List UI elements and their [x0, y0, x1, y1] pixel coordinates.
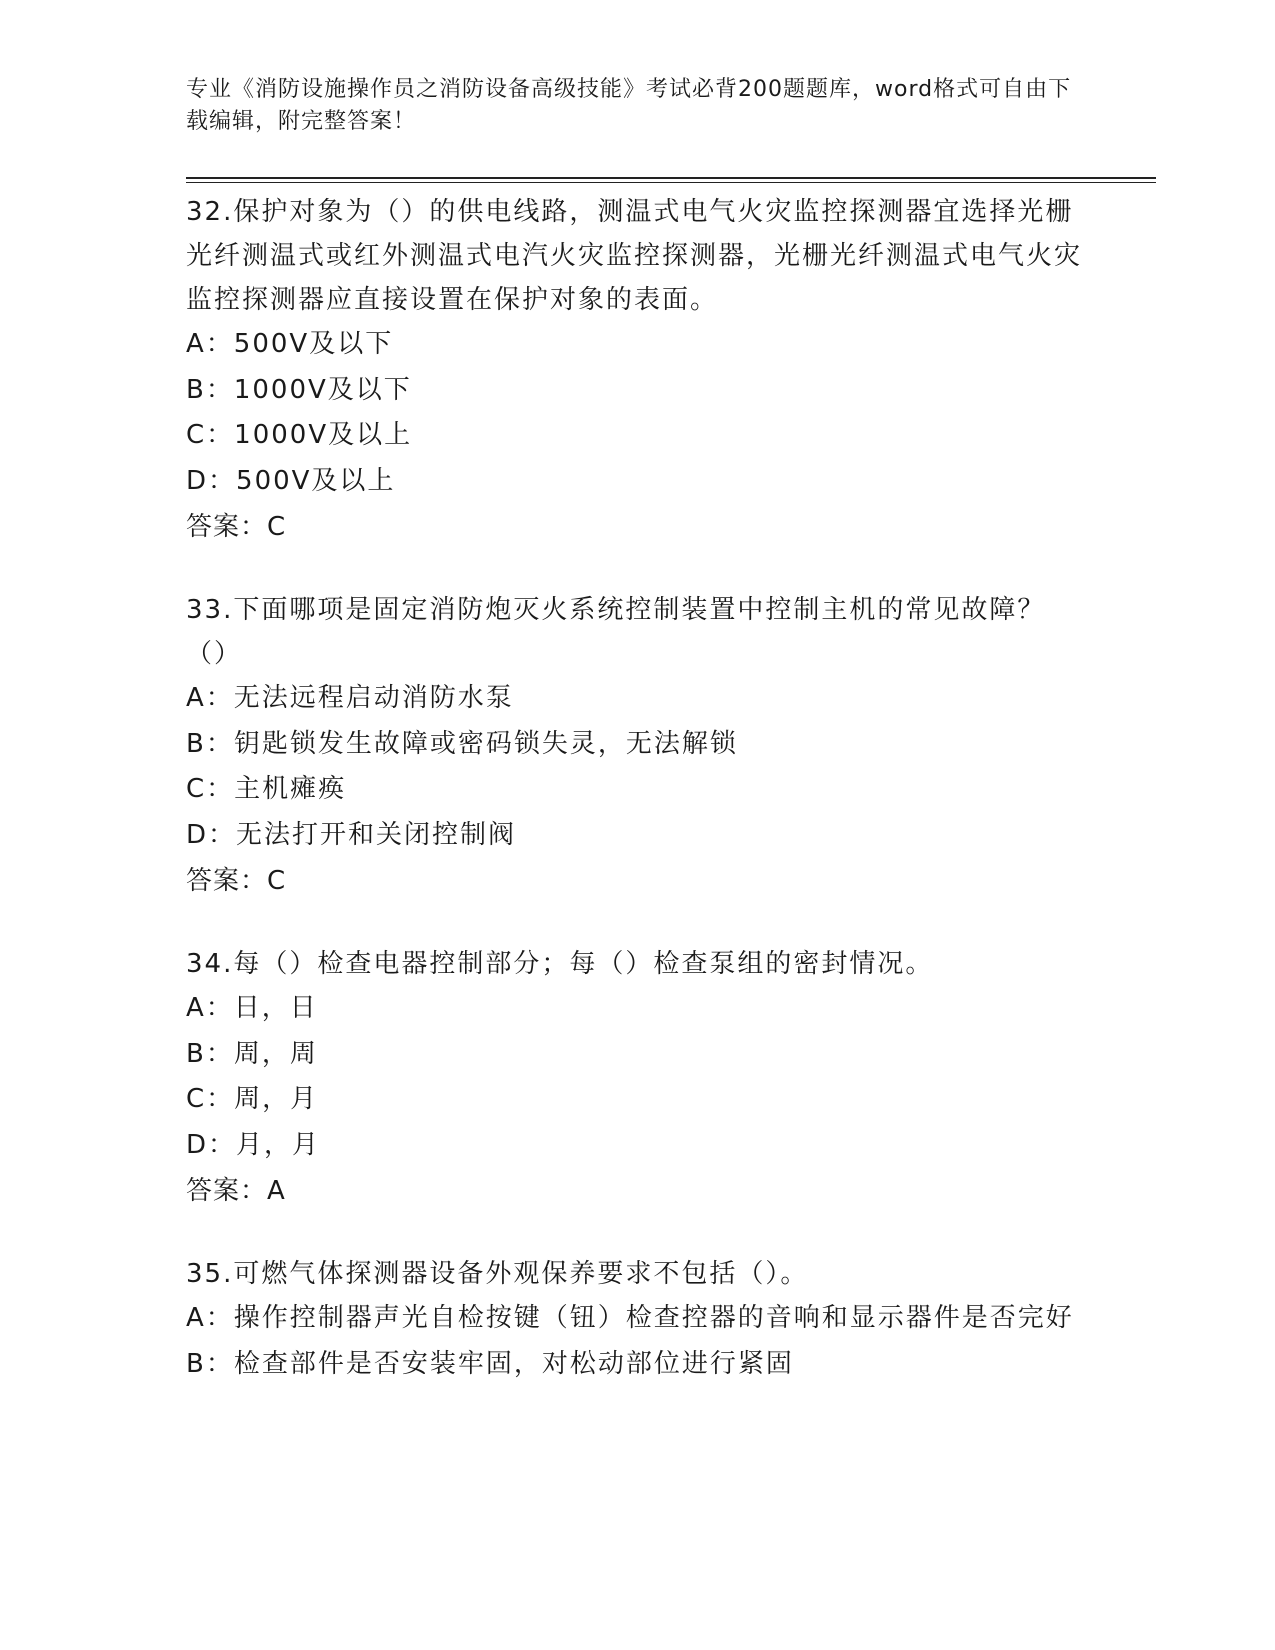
- option-b: B：周，周: [186, 1038, 318, 1069]
- option-a: A：日，日: [186, 993, 318, 1023]
- question-stem: 34.每（）检查电器控制部分；每（）检查泵组的密封情况。: [186, 949, 934, 979]
- question-list: [186, 190, 1086, 1425]
- answer-line: 答案：C: [186, 512, 287, 542]
- option-d: D：无法打开和关闭控制阀: [186, 819, 517, 850]
- option-d: D：500V及以上: [186, 465, 396, 496]
- option-c: C：周，月: [186, 1084, 319, 1114]
- option-b: B：1000V及以下: [186, 374, 412, 405]
- question-35: [186, 1252, 1086, 1387]
- option-d: D：月，月: [186, 1129, 321, 1160]
- answer-line: 答案：A: [186, 1176, 286, 1206]
- option-b: B：钥匙锁发生故障或密码锁失灵，无法解锁: [186, 728, 738, 759]
- question-32: [186, 190, 1086, 550]
- option-c: C：主机瘫痪: [186, 774, 347, 804]
- question-stem: 32.保护对象为（）的供电线路，测温式电气火灾监控探测器宜选择光栅光纤测温式或红外测温式电汽火灾监控探测器，光栅光纤测温式电气火灾监控探测器应直接设置在保护对象的表面。: [186, 197, 1083, 315]
- header-divider-thin: [186, 182, 1156, 183]
- option-a: A：操作控制器声光自检按键（钮）检查控器的音响和显示器件是否完好: [186, 1303, 1074, 1333]
- option-a: A：无法远程启动消防水泵: [186, 683, 514, 713]
- question-33: [186, 588, 1086, 904]
- question-stem: 33.下面哪项是固定消防炮灭火系统控制装置中控制主机的常见故障？（）: [186, 595, 1046, 669]
- option-b: B：检查部件是否安装牢固，对松动部位进行紧固: [186, 1348, 794, 1379]
- option-c: C：1000V及以上: [186, 420, 413, 450]
- document-header: 专业《消防设施操作员之消防设备高级技能》考试必背200题题库，word格式可自由下载编辑，附完整答案！: [186, 77, 1072, 134]
- question-stem: 35.可燃气体探测器设备外观保养要求不包括（）。: [186, 1259, 809, 1289]
- option-a: A：500V及以下: [186, 329, 394, 359]
- question-34: [186, 942, 1086, 1214]
- answer-line: 答案：C: [186, 866, 287, 896]
- header-divider: [186, 177, 1156, 179]
